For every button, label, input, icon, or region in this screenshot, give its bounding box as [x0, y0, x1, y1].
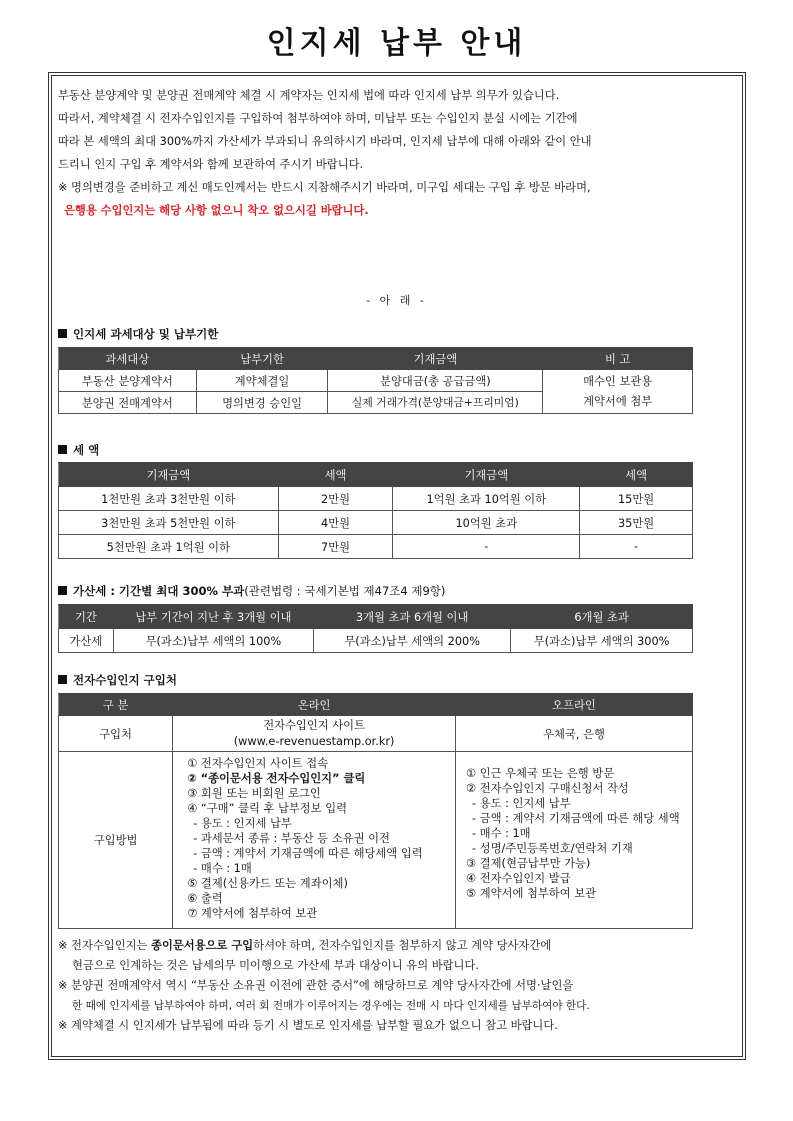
online-site-url: (www.e-revenuestamp.or.kr)	[233, 734, 395, 748]
section-title-suffix: (관련법령 : 국세기본법 제47조4 제9항)	[244, 584, 446, 598]
step-line: ⑤ 결제(신용카드 또는 계좌이체)	[187, 877, 348, 890]
table-cell: 1억원 초과 10억원 이하	[393, 487, 580, 511]
table-cell: 5천만원 초과 1억원 이하	[59, 535, 279, 559]
table-row	[59, 716, 693, 752]
column-header: 3개월 초과 6개월 이내	[314, 605, 511, 629]
step-line: ③ 결제(현금납부만 가능)	[466, 857, 591, 870]
table-header-row	[59, 605, 693, 629]
column-header: 납부 기간이 지난 후 3개월 이내	[113, 605, 313, 629]
column-header: 과세대상	[59, 348, 197, 370]
note-line: 한 때에 인지세를 납부하여야 하며, 여러 회 전매가 이루어지는 경우에는 전매 시 마다 인지세를 납부하여야 한다.	[72, 1000, 590, 1012]
table-cell: 4만원	[278, 511, 393, 535]
table-row	[59, 370, 693, 392]
table-cell: 35만원	[580, 511, 693, 535]
section-title-purchase	[58, 672, 177, 688]
online-steps-cell	[173, 752, 456, 929]
tax-amount-table	[58, 462, 693, 559]
intro-line: 드리니 인지 구입 후 계약서와 함께 보관하여 주시기 바랍니다.	[58, 158, 364, 171]
table-header-row	[59, 463, 693, 487]
section-title-tax-amount	[58, 442, 99, 458]
offline-site-cell: 우체국, 은행	[456, 716, 693, 752]
step-line: ④ “구매” 클릭 후 납부정보 입력	[187, 802, 348, 815]
offline-steps-cell	[456, 752, 693, 929]
table-cell: 계약체결일	[196, 370, 328, 392]
step-line: ⑦ 계약서에 첨부하여 보관	[187, 907, 318, 920]
table-row	[59, 535, 693, 559]
table-cell: 무(과소)납부 세액의 300%	[511, 629, 693, 653]
table-cell: 분양권 전매계약서	[59, 392, 197, 414]
square-bullet-icon	[58, 675, 67, 684]
section-title-text: 전자수입인지 구입처	[73, 673, 177, 687]
step-line: - 용도 : 인지세 납부	[472, 797, 571, 810]
note-line: 계약서에 첨부	[583, 394, 653, 408]
column-header: 기간	[59, 605, 114, 629]
step-line: - 매수 : 1매	[472, 827, 531, 840]
column-header: 온라인	[173, 694, 456, 716]
step-line: - 금액 : 계약서 기재금액에 따른 해당 세액	[472, 812, 680, 825]
row-label: 구입방법	[59, 752, 173, 929]
step-line: - 성명/주민등록번호/연락처 기재	[472, 842, 633, 855]
table-row	[59, 511, 693, 535]
row-label: 구입처	[59, 716, 173, 752]
column-header: 기재금액	[328, 348, 543, 370]
table-cell: 명의변경 승인일	[196, 392, 328, 414]
note-line: 매수인 보관용	[583, 374, 653, 388]
section-title-tax-target	[58, 326, 218, 342]
table-row	[59, 629, 693, 653]
step-line: ② 전자수입인지 구매신청서 작성	[466, 782, 629, 795]
step-line: ① 전자수입인지 사이트 접속	[187, 757, 329, 770]
online-site-name: 전자수입인지 사이트	[263, 718, 365, 732]
column-header: 납부기한	[196, 348, 328, 370]
table-cell: 무(과소)납부 세액의 100%	[113, 629, 313, 653]
step-line: ⑤ 계약서에 첨부하여 보관	[466, 887, 597, 900]
table-cell: -	[393, 535, 580, 559]
footer-notes	[58, 936, 698, 1036]
note-cell	[543, 370, 693, 414]
step-line: - 매수 : 1매	[193, 862, 252, 875]
step-line: ⑥ 출력	[187, 892, 223, 905]
table-cell: 1천만원 초과 3천만원 이하	[59, 487, 279, 511]
intro-line: ※ 명의변경을 준비하고 계신 매도인께서는 반드시 지참해주시기 바라며, 미구입 세대는 구입 후 방문 바라며,	[58, 181, 591, 194]
column-header: 세액	[278, 463, 393, 487]
penalty-table	[58, 604, 693, 653]
table-row	[59, 487, 693, 511]
section-title-penalty	[58, 583, 445, 599]
intro-line: 따라서, 계약체결 시 전자수입인지를 구입하여 첨부하여야 하며, 미납부 또는 수입인지 분실 시에는 기간에	[58, 112, 578, 125]
note-text: ※ 전자수입인지는	[58, 939, 152, 952]
table-header-row	[59, 348, 693, 370]
purchase-table	[58, 693, 693, 929]
step-line: - 과세문서 종류 : 부동산 등 소유권 이전	[193, 832, 390, 845]
table-cell: 15만원	[580, 487, 693, 511]
intro-text	[58, 84, 698, 222]
note-line: 현금으로 인계하는 것은 납세의무 미이행으로 가산세 부과 대상이니 유의 바랍니다.	[72, 959, 479, 972]
step-line: ③ 회원 또는 비회원 로그인	[187, 787, 321, 800]
note-line: ※ 분양권 전매계약서 역시 “부동산 소유권 이전에 관한 증서”에 해당하므로 계약 당사자간에 서명·날인을	[58, 979, 574, 992]
step-line: ① 인근 우체국 또는 은행 방문	[466, 767, 615, 780]
note-text: 하셔야 하며, 전자수입인지를 첨부하지 않고 계약 당사자간에	[253, 939, 552, 952]
intro-line: 따라 본 세액의 최대 300%까지 가산세가 부과되니 유의하시기 바라며, 인지세 납부에 대해 아래와 같이 안내	[58, 135, 592, 148]
step-line: ④ 전자수입인지 발급	[466, 872, 571, 885]
step-line: - 용도 : 인지세 납부	[193, 817, 292, 830]
arae-heading: - 아 래 -	[366, 294, 427, 307]
intro-line: 부동산 분양계약 및 분양권 전매계약 체결 시 계약자는 인지세 법에 따라 인지세 납부 의무가 있습니다.	[58, 89, 560, 102]
note-line	[58, 936, 698, 956]
square-bullet-icon	[58, 586, 67, 595]
note-emphasis: 종이문서용으로 구입	[151, 939, 254, 952]
table-cell: 분양대금(총 공급금액)	[328, 370, 543, 392]
table-cell: 실제 거래가격(분양대금+프리미엄)	[328, 392, 543, 414]
page-title: 인지세 납부 안내	[266, 26, 527, 61]
column-header: 세액	[580, 463, 693, 487]
step-line: ② “종이문서용 전자수입인지” 클릭	[187, 772, 366, 785]
column-header: 기재금액	[393, 463, 580, 487]
table-cell: 7만원	[278, 535, 393, 559]
column-header: 비 고	[543, 348, 693, 370]
column-header: 기재금액	[59, 463, 279, 487]
section-title-text: 인지세 과세대상 및 납부기한	[73, 327, 219, 341]
section-title-text: 가산세 : 기간별 최대 300% 부과	[73, 584, 245, 598]
table-cell: 10억원 초과	[393, 511, 580, 535]
table-cell: 2만원	[278, 487, 393, 511]
table-header-row	[59, 694, 693, 716]
square-bullet-icon	[58, 329, 67, 338]
column-header: 6개월 초과	[511, 605, 693, 629]
table-cell: -	[580, 535, 693, 559]
square-bullet-icon	[58, 445, 67, 454]
note-line: ※ 계약체결 시 인지세가 납부됨에 따라 등기 시 별도로 인지세를 납부할 필요가 없으니 참고 바랍니다.	[58, 1019, 558, 1032]
section-title-text: 세 액	[73, 443, 100, 457]
step-line: - 금액 : 계약서 기재금액에 따른 해당세액 입력	[193, 847, 423, 860]
table-row	[59, 752, 693, 929]
table-cell: 부동산 분양계약서	[59, 370, 197, 392]
column-header: 오프라인	[456, 694, 693, 716]
table-cell: 3천만원 초과 5천만원 이하	[59, 511, 279, 535]
column-header: 구 분	[59, 694, 173, 716]
online-site-cell	[173, 716, 456, 752]
intro-warning: 은행용 수입인지는 해당 사항 없으니 착오 없으시길 바랍니다.	[64, 204, 369, 217]
table-cell: 가산세	[59, 629, 114, 653]
tax-target-table	[58, 347, 693, 414]
table-cell: 무(과소)납부 세액의 200%	[314, 629, 511, 653]
